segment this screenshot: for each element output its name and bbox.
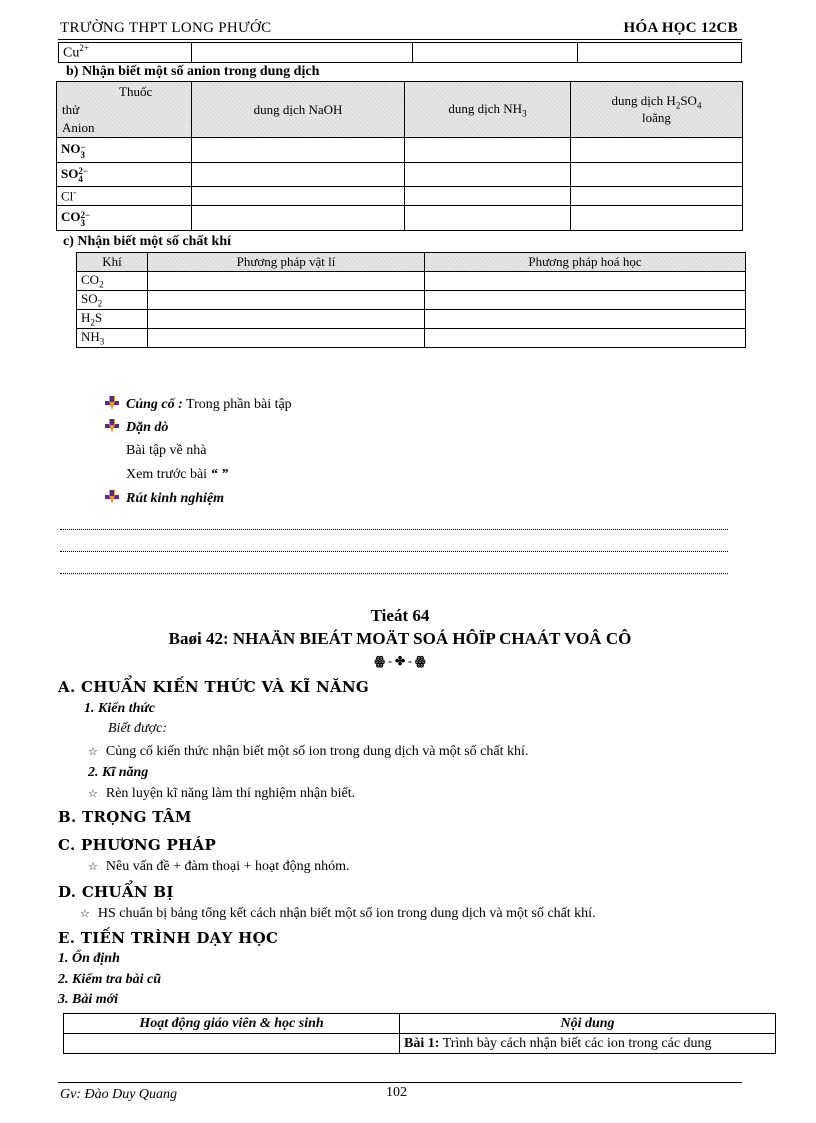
table-row — [77, 310, 746, 329]
section-a1-item: ☆ Củng cố kiến thức nhận biết một số ion trong dung dịch và một số chất khí. — [88, 744, 529, 759]
section-c-item: ☆ Nêu vấn đề + đàm thoại + hoạt động nhóm. — [88, 859, 350, 874]
gas-col-header: Khí — [77, 253, 148, 272]
top-table — [58, 42, 742, 63]
table-row — [57, 138, 743, 163]
col-activities-header: Hoạt động giáo viên & học sinh — [64, 1014, 400, 1034]
dotted-line — [60, 529, 728, 530]
arrow-down-bullet-icon — [104, 419, 120, 433]
table-row — [77, 291, 746, 310]
table-cell — [413, 43, 578, 63]
star-bullet-icon: ☆ — [88, 788, 98, 800]
homework-line: Bài tập về nhà — [126, 443, 207, 458]
table-cell — [192, 43, 413, 63]
table-row — [57, 187, 743, 206]
top-table-label: $Cu^{2+}$ — [59, 43, 192, 63]
table-row — [57, 163, 743, 187]
cungco-item: Củng cố : Trong phần bài tập — [104, 396, 292, 413]
section-e-heading: E. TIẾN TRÌNH DẠY HỌC — [58, 929, 279, 947]
anion-no3: NO− 3 — [57, 138, 192, 163]
anion-co3: CO2− 3 — [57, 206, 192, 231]
section-e1-heading: 1. Ổn định — [58, 951, 120, 966]
page-number: 102 — [386, 1085, 407, 1100]
section-c-heading: C. PHƯƠNG PHÁP — [58, 836, 217, 854]
anion-cl: Cl- — [57, 187, 192, 206]
table-row — [77, 329, 746, 348]
star-bullet-icon: ☆ — [88, 861, 98, 873]
anion-so4: SO2− 4 — [57, 163, 192, 187]
footer-rule — [58, 1082, 742, 1083]
arrow-down-bullet-icon — [104, 396, 120, 410]
section-e2-heading: 2. Kiểm tra bài cũ — [58, 972, 162, 987]
bai1-cell: Bài 1: Trình bày cách nhận biết các ion trong các dung — [400, 1034, 776, 1054]
section-d-item: ☆ HS chuẩn bị bảng tổng kết cách nhận biết một số ion trong dung dịch và một số chất khí. — [80, 906, 596, 921]
gas-co2: $CO_2$ — [77, 272, 148, 291]
teacher-name: Gv: Đào Duy Quang — [60, 1087, 178, 1102]
school-name: TRƯỜNG THPT LONG PHƯỚC — [60, 20, 272, 36]
ornament: ꙮ - ✤ - ꙮ — [374, 654, 426, 668]
gas-so2: $SO_2$ — [77, 291, 148, 310]
lesson-number: Tieát 64 — [370, 606, 430, 625]
table-row — [77, 272, 746, 291]
table-row — [64, 1034, 776, 1054]
col-h2so4-header: dung dịch $H_2SO_4$ loãng — [571, 82, 743, 138]
preview-line: Xem trước bài “ ” — [126, 467, 229, 482]
arrow-down-bullet-icon — [104, 490, 120, 504]
subject-title: HÓA HỌC 12CB — [623, 20, 738, 36]
gas-nh3: $NH_3$ — [77, 329, 148, 348]
section-c-title: c) Nhận biết một số chất khí — [63, 234, 232, 249]
dotted-line — [60, 551, 728, 552]
section-b-heading: B. TRỌNG TÂM — [58, 808, 192, 826]
dando-item: Dặn dò — [104, 419, 168, 436]
star-bullet-icon: ☆ — [88, 746, 98, 758]
rutkn-item: Rút kinh nghiệm — [104, 490, 224, 507]
anion-table — [56, 81, 743, 231]
star-bullet-icon: ☆ — [80, 908, 90, 920]
corner-header: Thuốc thử Anion — [57, 82, 192, 138]
dotted-line — [60, 573, 728, 574]
section-a1-heading: 1. Kiến thức — [84, 701, 156, 716]
section-e3-heading: 3. Bài mới — [58, 992, 119, 1007]
col-naoh-header: dung dịch NaOH — [192, 82, 405, 138]
section-a1-sub: Biết được: — [108, 721, 168, 736]
gas-h2s: $H_2S$ — [77, 310, 148, 329]
table-cell — [578, 43, 742, 63]
section-a2-item: ☆ Rèn luyện kĩ năng làm thí nghiệm nhận biết. — [88, 786, 356, 801]
table-cell — [64, 1034, 400, 1054]
section-d-heading: D. CHUẨN BỊ — [58, 883, 174, 901]
section-a2-heading: 2. Kĩ năng — [88, 765, 149, 780]
physical-col-header: Phương pháp vật lí — [148, 253, 425, 272]
col-content-header: Nội dung — [400, 1014, 776, 1034]
section-a-heading: A. CHUẨN KIẾN THỨC VÀ KĨ NĂNG — [58, 678, 370, 696]
lesson-title: Baøi 42: NHAÄN BIEÁT MOÄT SOÁ HÔÏP CHAÁT VOÂ CÔ — [168, 629, 632, 648]
chemical-col-header: Phương pháp hoá học — [425, 253, 746, 272]
gas-table — [76, 252, 746, 348]
header-rule — [58, 39, 742, 40]
col-nh3-header: dung dịch $NH_3$ — [405, 82, 571, 138]
table-row — [57, 206, 743, 231]
section-b-title: b) Nhận biết một số anion trong dung dịch — [66, 64, 320, 79]
activity-table — [63, 1013, 776, 1054]
